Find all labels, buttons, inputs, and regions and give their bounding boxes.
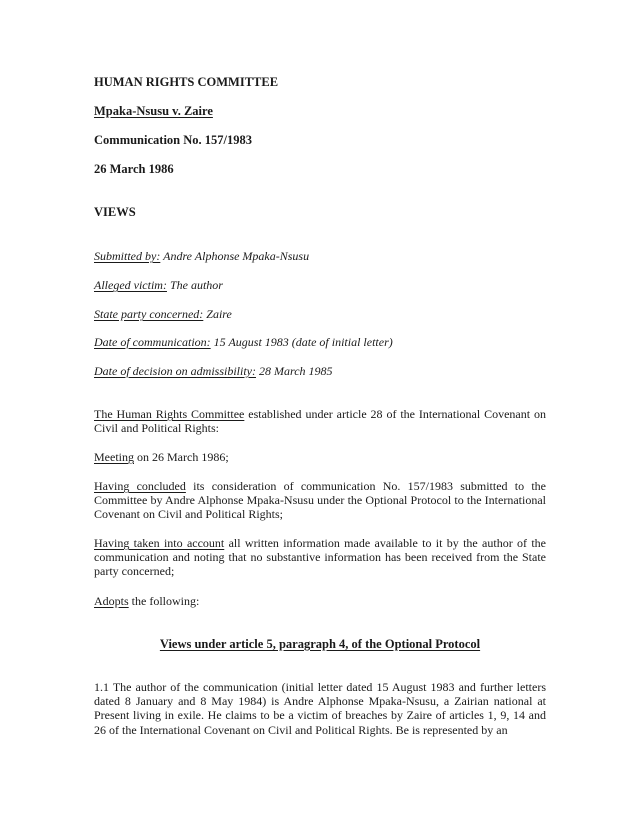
views-heading	[94, 637, 546, 652]
preamble-paragraph	[94, 594, 546, 608]
communication-number: Communication No. 157/1983	[94, 133, 252, 147]
meta-submitted-by	[94, 249, 309, 264]
meta-state-party	[94, 307, 232, 322]
preamble-text: established under article 28 of the International Covenant on Civil and Political Rights:	[94, 407, 546, 436]
meta-value: The author	[166, 278, 223, 292]
preamble-paragraph	[94, 536, 546, 579]
preamble-paragraph	[94, 479, 546, 522]
decision-date: 26 March 1986	[94, 162, 174, 176]
meta-value: 15 August 1983 (date of initial letter)	[210, 335, 393, 349]
preamble-paragraph	[94, 407, 546, 435]
meta-label: State party concerned:	[94, 307, 204, 321]
meta-label: Submitted by:	[94, 249, 161, 263]
meta-label: Alleged victim:	[94, 278, 167, 292]
preamble-text: its consideration of communication No. 157/1983 submitted to the Committee by Andre Alphonse Mpaka-Nsusu under the Optional Protocol to the International Covenant on Civil and Political Rights;	[94, 479, 546, 522]
case-title: Mpaka-Nsusu v. Zaire	[94, 104, 213, 118]
meta-label: Date of decision on admissibility:	[94, 364, 256, 378]
preamble-lead: Adopts	[94, 594, 129, 608]
preamble-lead: Having taken into account	[94, 536, 225, 550]
preamble-lead: Having concluded	[94, 479, 186, 493]
meta-date-of-admissibility	[94, 364, 333, 379]
meta-value: 28 March 1985	[255, 364, 333, 378]
committee-heading: HUMAN RIGHTS COMMITTEE	[94, 75, 279, 89]
meta-alleged-victim	[94, 278, 223, 293]
meta-value: Andre Alphonse Mpaka-Nsusu	[160, 249, 310, 263]
preamble-lead: The Human Rights Committee	[94, 407, 245, 421]
preamble-text: all written information made available to it by the author of the communication and noting that no substantive information has been received from the State party concerned;	[94, 536, 547, 579]
meta-date-of-communication	[94, 335, 393, 350]
preamble-text: the following:	[128, 594, 200, 608]
preamble-lead: Meeting	[94, 450, 134, 464]
preamble-paragraph	[94, 450, 546, 464]
meta-value: Zaire	[203, 307, 232, 321]
section-heading: VIEWS	[94, 205, 136, 219]
body-paragraph: 1.1 The author of the communication (initial letter dated 15 August 1983 and further letters dated 8 January and 8 May 1984) is Andre Alphonse Mpaka-Nsusu, a Zairian national at Present living in exile. He claims to be a victim of breaches by Zaire of articles 1, 9, 14 and 26 of the International Covenant on Civil and Political Rights. Be is represented by an	[94, 680, 546, 737]
preamble-text: on 26 March 1986;	[134, 450, 229, 464]
meta-label: Date of communication:	[94, 335, 211, 349]
views-heading-text: Views under article 5, paragraph 4, of the Optional Protocol	[159, 637, 481, 651]
